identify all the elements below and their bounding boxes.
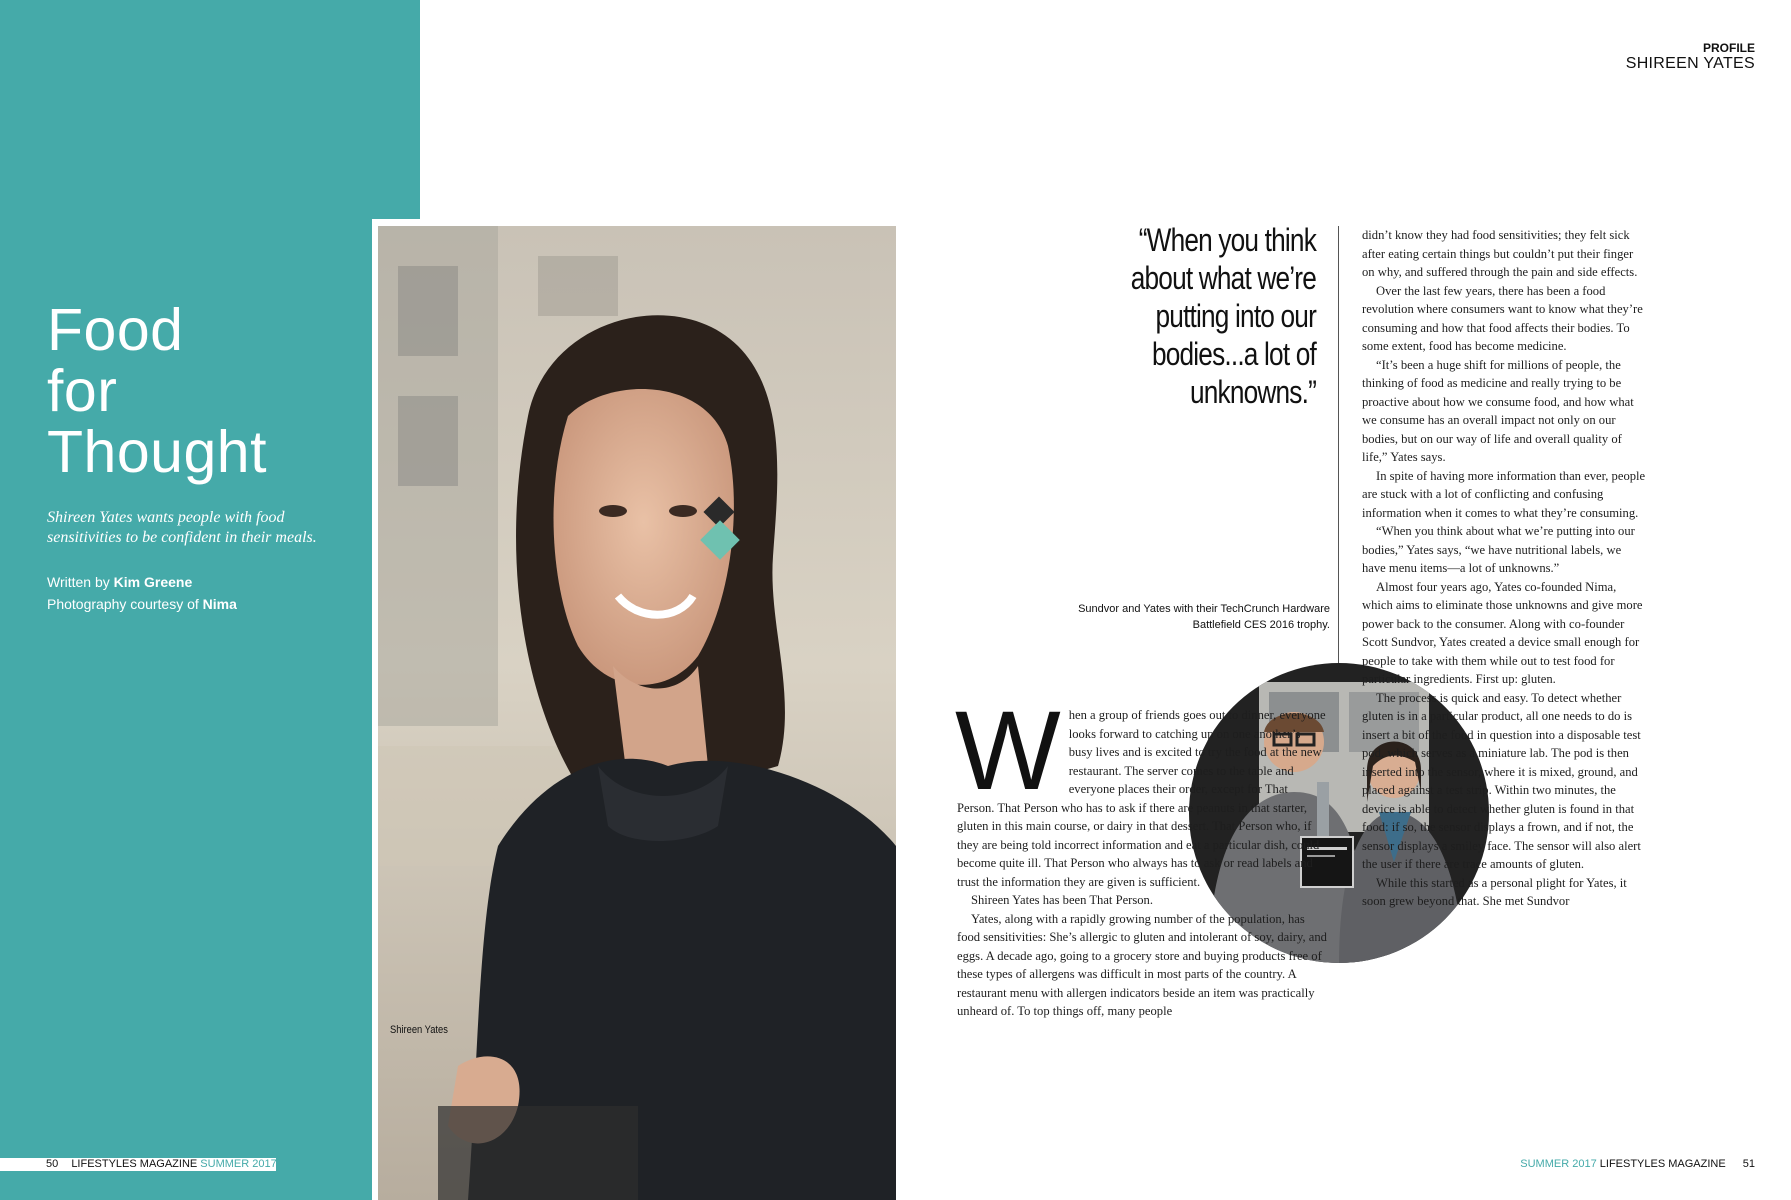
body-paragraph: In spite of having more information than ever, people are stuck with a lot of conflicting and confusing information when it comes to what they’re consuming.: [1362, 468, 1646, 520]
issue-right: SUMMER 2017: [1520, 1158, 1597, 1170]
photographer-name: Nima: [202, 596, 237, 612]
magazine-name-left: LIFESTYLES MAGAZINE: [71, 1158, 198, 1170]
drop-cap: W: [955, 688, 1061, 813]
portrait-photo: [378, 226, 896, 1200]
section-header: [1626, 42, 1755, 72]
title-line: Food: [47, 297, 184, 363]
article-credits: [47, 571, 347, 615]
body-paragraph: Over the last few years, there has been a food revolution where consumers want to know what they’re consuming and how that food affects their bodies. To some extent, food has become medicine.: [1362, 283, 1643, 353]
writer-credit: [47, 571, 347, 593]
title-line: for: [47, 358, 118, 424]
body-paragraph: “It’s been a huge shift for millions of people, the thinking of food as medicine and really trying to be proactive about how we consume food, and how what we consume has an overall impact not only on our bodies, but on our way of life and overall quality of life,” Yates says.: [1362, 357, 1634, 464]
title-line: Thought: [47, 419, 267, 485]
body-column-right: [1362, 226, 1647, 911]
photo-label: Photography courtesy of: [47, 596, 199, 612]
column-divider: [1338, 226, 1339, 664]
writer-name: Kim Greene: [113, 574, 193, 590]
photo-credit: [47, 593, 347, 615]
body-paragraph: “When you think about what we’re putting into our bodies,” Yates says, “we have nutritional labels, we have menu items—a lot of unknowns.”: [1362, 524, 1635, 575]
body-paragraph: didn’t know they had food sensitivities; they felt sick after eating certain things but couldn’t put their finger on why, and suffered through the pain and side effects.: [1362, 228, 1638, 279]
magazine-name-right: LIFESTYLES MAGAZINE: [1599, 1158, 1726, 1170]
folio-right: [1520, 1158, 1755, 1171]
page-number-right: 51: [1742, 1158, 1755, 1170]
trophy-caption: Sundvor and Yates with their TechCrunch Hardware Battlefield CES 2016 trophy.: [1078, 603, 1330, 631]
article-dek: Shireen Yates wants people with food sensitivities to be confident in their meals.: [47, 509, 317, 546]
body-paragraph: Shireen Yates has been That Person.: [971, 893, 1153, 907]
body-paragraph: The process is quick and easy. To detect whether gluten is in a particular product, all one needs to do is insert a bit of the food in question into a disposable test pod, which serves as a miniature lab. The pod is then inserted into the sensor, where it is mixed, ground, and placed against a test strip. Within two minutes, the device is able to detect whether gluten is found in that food: if so, the sensor displays a frown, and if not, the sensor displays a smiley face. The sensor will also alert the user if there are trace amounts of gluten.: [1362, 690, 1641, 871]
folio-left: [0, 1158, 276, 1171]
body-paragraph: Yates, along with a rapidly growing number of the population, has food sensitivities: She’s allergic to gluten and intolerant of soy, dairy, and eggs. A decade ago, going to a grocery store and buying products free of these types of allergens was difficult in most parts of the country. A restaurant menu with allergen indicators beside an item was practically unheard of. To top things off, many people: [957, 911, 1327, 1018]
photo-caption: Shireen Yates: [390, 1024, 448, 1036]
teal-panel-top: [0, 0, 420, 219]
body-paragraph: Almost four years ago, Yates co-founded Nima, which aims to eliminate those unknowns and give more power back to the consumer. Along with co-founder Scott Sundvor, Yates created a device small enough for people to take with them while out to test food for particular ingredients. First up: gluten.: [1362, 579, 1643, 686]
section-kicker: PROFILE: [1702, 41, 1755, 55]
pull-quote: “When you think about what we’re putting into our bodies...a lot of unknowns.”: [1130, 222, 1316, 410]
issue-left: SUMMER 2017: [200, 1158, 277, 1170]
page-number-left: 50: [46, 1158, 59, 1170]
body-paragraph: hen a group of friends goes out to dinner, everyone looks forward to catching up on one another’s busy lives and is excited to try the food at the new restaurant. The server comes to the table and everyone places their order, except for That Person. That Person who has to ask if there are peanuts in that starter, gluten in this main course, or dairy in that dessert. That Person who, if they are being told incorrect information and eat a particular dish, could become quite ill. That Person who always has to ask or read labels and trust the information they are given is sufficient.: [957, 708, 1326, 889]
article-title: [47, 297, 267, 485]
body-column-left: [955, 688, 1327, 1021]
section-subject: SHIREEN YATES: [1625, 55, 1755, 72]
writer-label: Written by: [47, 574, 110, 590]
body-paragraph: While this started as a personal plight for Yates, it soon grew beyond that. She met Sundvor: [1362, 875, 1627, 908]
